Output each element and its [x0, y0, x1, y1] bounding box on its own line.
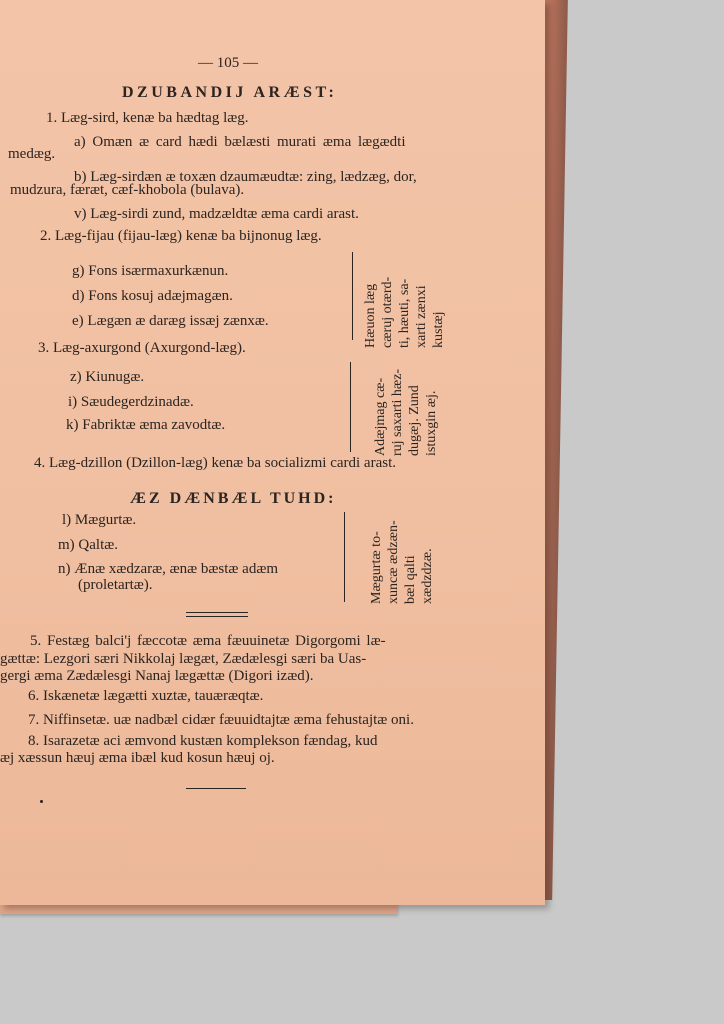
item-a-line2: medæg.	[8, 146, 56, 162]
item-n-line2: (proletartæ).	[78, 577, 153, 593]
section-heading-dzubandij: DZUBANDIJ ARÆST:	[122, 84, 338, 101]
item-5-line1: 5. Festæg balci'j fæccotæ æma fæuuinetæ Digorgomi læ-	[30, 633, 386, 649]
item-i: i) Sæudegerdzinadæ.	[68, 394, 194, 410]
section-heading-aez-daenbael: ÆZ DÆNBÆL TUHD:	[130, 490, 337, 507]
print-speck	[40, 800, 43, 803]
item-b-line2: mudzura, færæt, cæf-khobola (bulava).	[10, 182, 245, 198]
item-7: 7. Niffinsetæ. uæ nadbæl cidær fæuuidtajtæ æma fehustajtæ oni.	[28, 712, 414, 728]
item-8-line1: 8. Isarazetæ aci æmvond kustæn komplekson fændag, kud	[28, 733, 378, 749]
brace-item-3	[350, 362, 359, 452]
brace-item-2	[352, 252, 361, 340]
divider-bottom	[186, 616, 248, 617]
divider-top	[186, 612, 248, 613]
divider-end	[186, 788, 246, 789]
item-v: v) Læg-sirdi zund, madzældtæ æma cardi arast.	[74, 206, 359, 222]
item-5-line2: gættæ: Lezgori særi Nikkolaj lægæt, Zædælesgi særi ba Uas-	[0, 651, 367, 667]
item-m: m) Qaltæ.	[58, 537, 118, 553]
item-z: z) Kiunugæ.	[70, 369, 145, 385]
item-l: l) Mægurtæ.	[62, 512, 137, 528]
item-1: 1. Læg-sird, kenæ ba hædtag læg.	[46, 110, 249, 126]
brace-section-2	[344, 512, 353, 602]
item-4: 4. Læg-dzillon (Dzillon-læg) kenæ ba socializmi cardi arast.	[34, 455, 396, 471]
item-a-line1: a) Omæn æ card hædi bælæsti murati æma lægædti	[74, 134, 406, 150]
item-2: 2. Læg-fijau (fijau-læg) kenæ ba bijnonug læg.	[40, 228, 322, 244]
item-6: 6. Iskænetæ lægætti xuztæ, tauæræqtæ.	[28, 688, 264, 704]
item-d: d) Fons kosuj adæjmagæn.	[72, 288, 233, 304]
note-item-2: Hæuon læg cæruj otærd- ti, hæuti, sa- xarti zænxi kustæj	[363, 276, 446, 348]
item-k: k) Fabriktæ æma zavodtæ.	[66, 417, 226, 433]
item-b-line1: b) Læg-sirdæn æ toxæn dzaumæudtæ: zing, lædzæg, dor,	[74, 169, 417, 185]
item-g: g) Fons isærmaxurkænun.	[72, 263, 229, 279]
item-8-line2: æj xæssun hæuj æma ibæl kud kosun hæuj oj.	[0, 750, 275, 766]
item-n-line1: n) Ænæ xædzaræ, ænæ bæstæ adæm	[58, 561, 279, 577]
note-section-2: Mægurtæ to- xuncæ ædzæn- bæl qalti xædzdzæ.	[369, 520, 435, 604]
item-5-line3: gergi æma Zædælesgi Nanaj lægættæ (Digori izæd).	[0, 668, 314, 684]
item-e: e) Lægæn æ daræg issæj zænxæ.	[72, 313, 269, 329]
page-number: — 105 —	[198, 55, 258, 71]
item-3: 3. Læg-axurgond (Axurgond-læg).	[38, 340, 246, 356]
note-item-3: Adæjmag cæ- ruj saxarti hæz- dugæj. Zund istuxgin æj.	[373, 368, 439, 456]
